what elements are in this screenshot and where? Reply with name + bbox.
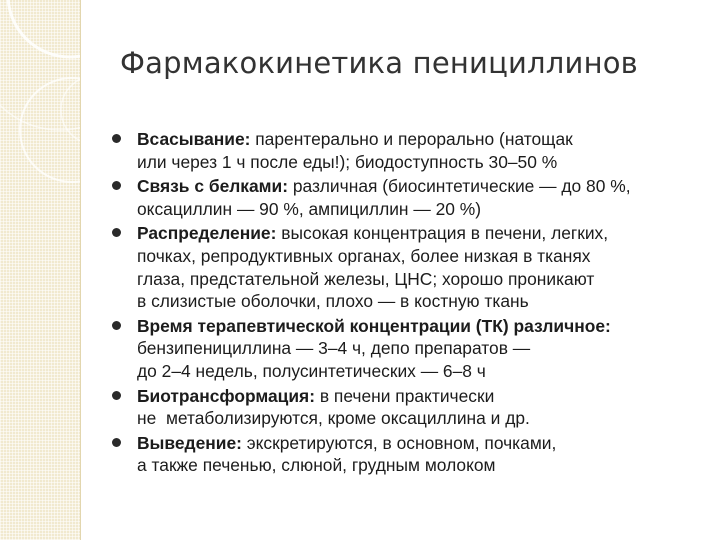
item-continuation-line: не метаболизируются, кроме оксациллина и др.	[137, 408, 530, 429]
item-continuation-line: оксациллин — 90 %, ампициллин — 20 %)	[137, 198, 482, 219]
item-term: Связь с белками:	[137, 176, 289, 197]
item-first-line	[137, 432, 710, 455]
item-term: Выведение:	[137, 432, 242, 453]
item-term: Распределение:	[137, 223, 277, 244]
item-first-line	[137, 222, 710, 245]
bullet-icon	[112, 321, 121, 330]
bullet-icon	[112, 391, 121, 400]
item-description: экскретируются, в основном, почками,	[241, 432, 557, 453]
list-item	[110, 432, 710, 477]
item-continuation-line: в слизистые оболочки, плохо — в костную ткань	[137, 291, 529, 312]
item-description: парентерально и перорально (натощак	[250, 129, 573, 149]
item-term: Биотрансформация:	[137, 385, 315, 406]
list-item	[110, 175, 710, 220]
decorative-sidebar	[0, 0, 81, 540]
item-first-line	[137, 315, 710, 338]
item-continuation-line: а также печенью, слюной, грудным молоком	[137, 455, 496, 476]
item-continuation-line: или через 1 ч после еды!); биодоступность 30–50 %	[137, 151, 558, 172]
list-item	[110, 128, 710, 173]
item-continuation-line: глаза, предстательной железы, ЦНС; хорошо проникают	[137, 268, 595, 289]
item-first-line	[137, 175, 710, 198]
list-item	[110, 315, 710, 383]
item-description: в печени практически	[315, 385, 495, 406]
bullet-icon	[112, 181, 121, 190]
slide-title: Фармакокинетика пенициллинов	[120, 46, 638, 80]
bullet-list	[110, 128, 710, 479]
item-continuation-line: до 2–4 недель, полусинтетических — 6–8 ч	[137, 360, 486, 381]
list-item	[110, 222, 710, 312]
bullet-icon	[112, 134, 121, 143]
item-term: Время терапевтической концентрации (ТК) различное:	[137, 315, 611, 336]
item-first-line	[137, 385, 710, 408]
item-continuation-line: бензипенициллина — 3–4 ч, депо препаратов —	[137, 338, 531, 359]
item-continuation-line: почках, репродуктивных органах, более низкая в тканях	[137, 245, 591, 266]
item-term: Всасывание:	[137, 129, 251, 149]
decorative-circles-icon	[0, 0, 80, 540]
bullet-icon	[112, 228, 121, 237]
item-first-line	[137, 128, 710, 151]
list-item	[110, 385, 710, 430]
item-description: высокая концентрация в печени, легких,	[276, 223, 609, 244]
bullet-icon	[112, 438, 121, 447]
item-description: различная (биосинтетические — до 80 %,	[288, 176, 631, 197]
